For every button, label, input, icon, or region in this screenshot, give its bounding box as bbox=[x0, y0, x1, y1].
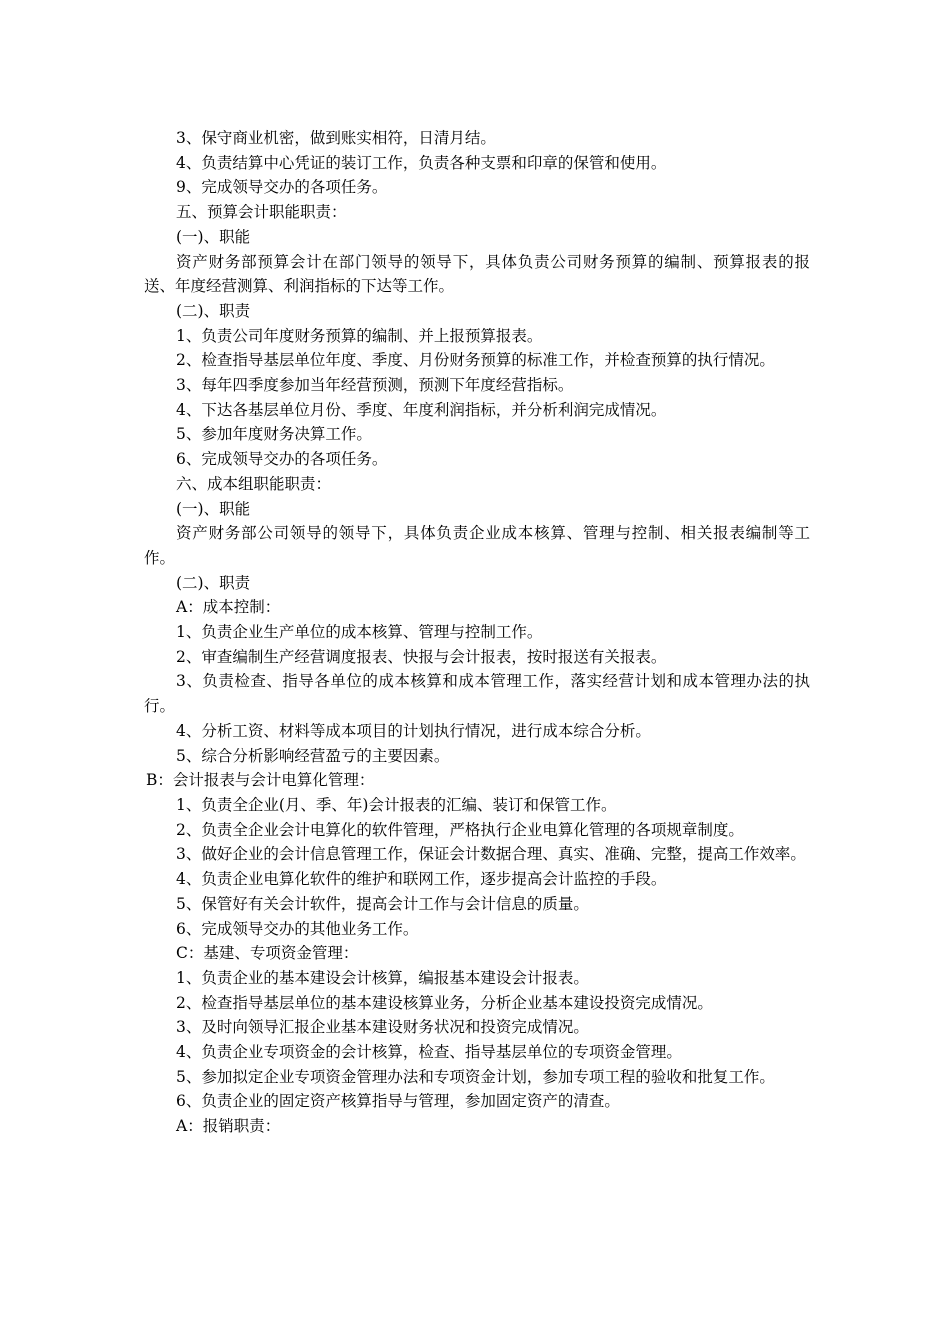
paragraph: 3、每年四季度参加当年经营预测，预测下年度经营指标。 bbox=[176, 376, 574, 395]
paragraph: 3、及时向领导汇报企业基本建设财务状况和投资完成情况。 bbox=[176, 1018, 589, 1037]
sub-heading: C：基建、专项资金管理： bbox=[176, 944, 359, 963]
paragraph: 5、参加拟定企业专项资金管理办法和专项资金计划，参加专项工程的验收和批复工作。 bbox=[176, 1067, 775, 1086]
sub-heading: (二)、职责 bbox=[176, 301, 251, 320]
sub-heading: A：报销职责： bbox=[176, 1117, 281, 1136]
paragraph: 4、负责结算中心凭证的装订工作，负责各种支票和印章的保管和使用。 bbox=[176, 153, 667, 172]
paragraph: 4、分析工资、材料等成本项目的计划执行情况，进行成本综合分析。 bbox=[176, 721, 651, 740]
paragraph: 6、完成领导交办的各项任务。 bbox=[176, 450, 388, 469]
paragraph: 2、审查编制生产经营调度报表、快报与会计报表，按时报送有关报表。 bbox=[176, 647, 667, 666]
sub-heading: (一)、职能 bbox=[176, 227, 251, 246]
paragraph: 5、综合分析影响经营盈亏的主要因素。 bbox=[176, 746, 450, 765]
paragraph: 4、负责企业电算化软件的维护和联网工作，逐步提高会计监控的手段。 bbox=[176, 870, 667, 889]
paragraph: 6、负责企业的固定资产核算指导与管理，参加固定资产的清查。 bbox=[176, 1092, 620, 1111]
paragraph: 5、参加年度财务决算工作。 bbox=[176, 425, 372, 444]
sub-heading: (二)、职责 bbox=[176, 573, 251, 592]
sub-heading: B：会计报表与会计电算化管理： bbox=[146, 771, 375, 790]
paragraph: 9、完成领导交办的各项任务。 bbox=[176, 178, 388, 197]
paragraph: 2、负责全企业会计电算化的软件管理，严格执行企业电算化管理的各项规章制度。 bbox=[176, 820, 744, 839]
paragraph: 3、负责检查、指导各单位的成本核算和成本管理工作，落实经营计划和成本管理办法的执行。 bbox=[144, 672, 810, 716]
paragraph: 4、下达各基层单位月份、季度、年度利润指标，并分析利润完成情况。 bbox=[176, 400, 667, 419]
paragraph: 1、负责企业的基本建设会计核算，编报基本建设会计报表。 bbox=[176, 968, 589, 987]
paragraph: 5、保管好有关会计软件，提高会计工作与会计信息的质量。 bbox=[176, 894, 589, 913]
section-heading: 五、预算会计职能职责： bbox=[176, 203, 347, 222]
paragraph: 1、负责全企业(月、季、年)会计报表的汇编、装订和保管工作。 bbox=[176, 795, 617, 814]
paragraph: 1、负责公司年度财务预算的编制、并上报预算报表。 bbox=[176, 326, 543, 345]
sub-heading: A：成本控制： bbox=[176, 598, 281, 617]
paragraph: 6、完成领导交办的其他业务工作。 bbox=[176, 919, 419, 938]
paragraph: 2、检查指导基层单位年度、季度、月份财务预算的标准工作，并检查预算的执行情况。 bbox=[176, 351, 775, 370]
paragraph: 3、保守商业机密，做到账实相符，日清月结。 bbox=[176, 129, 496, 147]
paragraph: 资产财务部公司领导的领导下，具体负责企业成本核算、管理与控制、相关报表编制等工作。 bbox=[144, 524, 810, 567]
section-heading: 六、成本组职能职责： bbox=[176, 474, 332, 493]
document-body bbox=[144, 126, 810, 1139]
paragraph: 4、负责企业专项资金的会计核算，检查、指导基层单位的专项资金管理。 bbox=[176, 1043, 682, 1062]
sub-heading: (一)、职能 bbox=[176, 499, 251, 518]
paragraph: 1、负责企业生产单位的成本核算、管理与控制工作。 bbox=[176, 623, 543, 642]
paragraph: 资产财务部预算会计在部门领导的领导下，具体负责公司财务预算的编制、预算报表的报送、年度经营测算、利润指标的下达等工作。 bbox=[144, 252, 810, 296]
paragraph: 3、做好企业的会计信息管理工作，保证会计数据合理、真实、准确、完整，提高工作效率。 bbox=[176, 845, 806, 864]
paragraph: 2、检查指导基层单位的基本建设核算业务，分析企业基本建设投资完成情况。 bbox=[176, 993, 713, 1012]
